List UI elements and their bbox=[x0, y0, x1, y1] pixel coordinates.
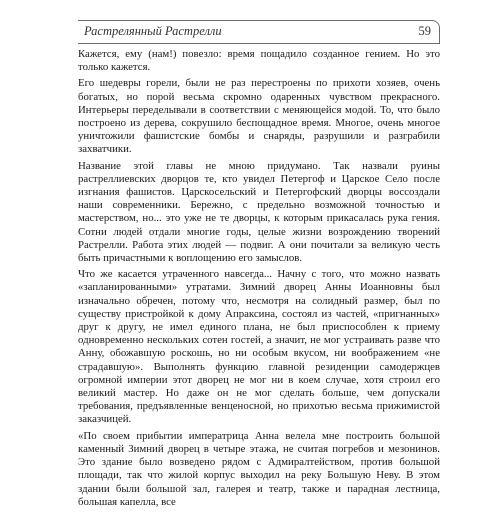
paragraph: «По своем прибытии императрица Анна велела мне построить большой каменный Зимний дворец в четыре этажа, не считая погребов и мезонинов. Это здание было возведено рядом с Адмиралтейством, против большой площади, так что жилой корпус выходил на реку Большую Неву. В этом здании были большой зал, галерея и театр, также и парадная лестница, большая капелла, все bbox=[78, 429, 440, 508]
body-text bbox=[78, 48, 440, 512]
running-title: Растрелянный Растрелли bbox=[84, 24, 222, 38]
paragraph: Название этой главы не мною придумано. Так назвали руины растреллиевских дворцов те, кто увидел Петергоф и Царское Село после изгнания фашистов. Царскосельский и Петергофский дворцы воссоздали наши современники. Бережно, с предельно возможной точностью и мастерством, но... это уже не те дворцы, к которым прикасалась рука гения. Сотни людей отдали многие годы, целые жизни возрождению творений Растрелли. Работа этих людей — подвиг. А они почитали за великую честь быть причастными к воплощению его замыслов. bbox=[78, 159, 440, 265]
page-number: 59 bbox=[418, 24, 431, 38]
paragraph: Что же касается утраченного навсегда... Начну с того, что можно назвать «запланированными» утратами. Зимний дворец Анны Иоанновны был изначально обречен, потому что, несмотря на солидный размер, был по существу пристройкой к дому Апраксина, состоял из частей, «пригнанных» друг к другу, не имел единого плана, не был приспособлен к приему одновременно нескольких сотен гостей, а значит, не мог устраивать разве что Анну, обожавшую роскошь, но ни особым вкусом, ни воображением «не страдавшую». Выполнять функцию главной резиденции самодержцев огромной империи этот дворец не мог ни в коем случае, хотя строил его великий мастер. Но даже он не мог сделать больше, чем допускали требования, предъявленные венценосной, но прихотью весьма прижимистой заказчицей. bbox=[78, 268, 440, 426]
page-header bbox=[78, 20, 440, 44]
paragraph: Его шедевры горели, были не раз перестроены по прихоти хозяев, очень богатых, но порой весьма скромно одаренных чувством прекрасного. Интерьеры переделывали в соответствии с меняющейся модой. То, что было построено из дерева, сокрушило беспощадное время. Многое, очень многое уничтожили фашистские бомбы и снаряды, разрушили и разграбили захватчики. bbox=[78, 77, 440, 156]
paragraph: Кажется, ему (нам!) повезло: время пощадило созданное гением. Но это только кажется. bbox=[78, 48, 440, 74]
